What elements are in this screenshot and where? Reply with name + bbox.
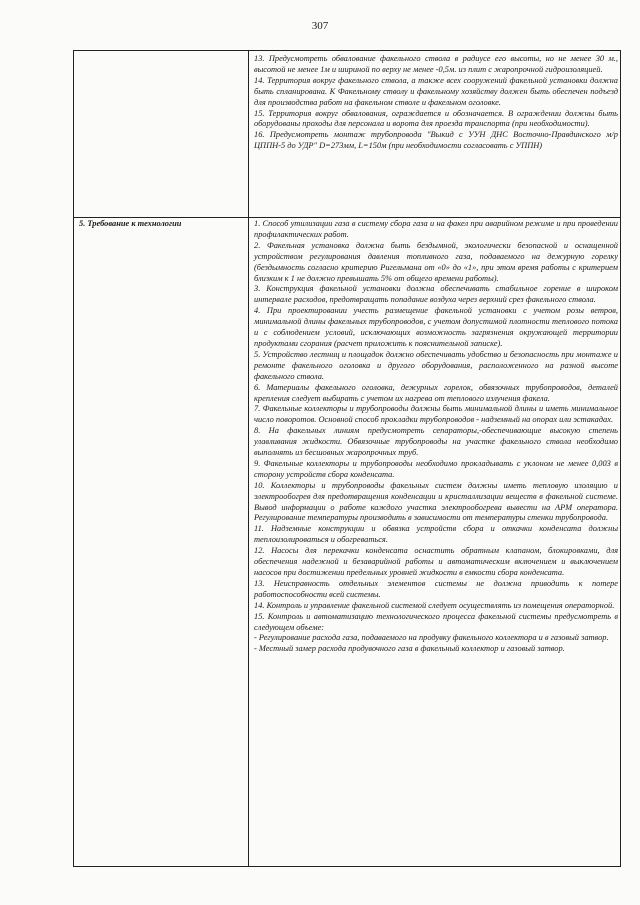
row2-item: 15. Контроль и автоматизацию технологического процесса факельной системы предусмотреть в следующем объеме: [254,611,618,632]
row2-item: 1. Способ утилизации газа в систему сбора газа и на факел при аварийном режиме и при проведении профилактических работ. [254,219,618,239]
row1-content [254,54,618,152]
row2-item: 11. Надземные конструкции и обвязка устройств сбора и откачки конденсата должны теплоизолироваться и обогреваться. [254,524,618,545]
row1-item: 14. Территория вокруг факельного ствола, а также всех сооружений факельной установки должна быть спланирована. К Факельному стволу и факельному хозяйству должен быть обеспечен подъезд для производства работ на факельном стволе и факельном оголовке. [254,75,618,107]
row2-item: 13. Неисправность отдельных элементов системы не должна приводить к потере работоспособности всей системы. [254,578,618,599]
requirements-table [73,50,621,867]
page-number: 307 [311,20,329,32]
row2-item: 10. Коллекторы и трубопроводы факельных систем должны иметь тепловую изоляцию и электрообогрев для предотвращения конденсации и кристаллизации веществ в факельной системе. Вывод информации о работе каждого участка электрообогрева вывести на АРМ оператора. Регулирование температуры производить в зависимости от температуры стенки трубопровода. [254,480,618,523]
section-label: 5. Требование к технологии [79,219,182,228]
row2-item: 7. Факельные коллекторы и трубопроводы должны быть минимальной длины и иметь минимальное число поворотов. Основной способ прокладки трубопроводов - надземный на опорах или эстакадах. [254,404,618,425]
row1-item: 13. Предусмотреть обвалование факельного ствола в радиусе его высоты, но не менее 30 м., высотой не менее 1м и шириной по верху не менее -0,5м. из плит с жаропрочной гидроизоляцией. [254,54,618,74]
row2-item: - Местный замер расхода продувочного газа в факельный коллектор и газовый затвор. [254,644,565,654]
row2-item: 5. Устройство лестниц и площадок должно обеспечивать удобство и безопасность при монтаже и ремонте факельного оголовка и другого оборудования, расположенного на разной высоте факельного ствола. [254,349,618,381]
row2-item: 6. Материалы факельного оголовка, дежурных горелок, обвязочных трубопроводов, деталей крепления следует выбирать с учетом их нагрева от теплового излучения факела. [254,382,618,403]
row2-item: 4. При проектировании учесть размещение факельной установки с учетом розы ветров, минимальной длины факельных трубопроводов, с учетом допустимой плотности теплового потока и с соблюдением условий, исключающих возможность загрязнения окружающей территории продуктами сгорания (расчет приложить к пояснительной записке). [254,306,618,348]
row2-content [254,219,618,655]
row2-item: 12. Насосы для перекачки конденсата оснастить обратным клапаном, блокировками, для обеспечения надежной и безаварийной работы и автоматическим включением и выключением насосов при достижении предельных уровней жидкости в емкости сбора конденсата. [254,546,618,577]
row-divider [74,217,620,218]
row2-item: 9. Факельные коллекторы и трубопроводы необходимо прокладывать с уклоном не менее 0,003 в сторону устройств сбора конденсата. [254,458,618,479]
row1-item: 15. Территория вокруг обвалования, ограждается и обозначается. В ограждении должны быть оборудованы проходы для персонала и ворота для проезда транспорта (при необходимости). [254,108,618,129]
row2-item: 3. Конструкция факельной установки должна обеспечивать стабильное горение в широком интервале расходов, предотвращать попадание воздуха через верхний срез факельного ствола. [254,284,618,305]
row2-item: 14. Контроль и управление факельной системой следует осуществлять из помещения операторной. [254,600,615,610]
row1-item: 16. Предусмотреть монтаж трубопровода "Выкид с УУН ДНС Восточно-Правдинского м/р ЦППН-5 до УДР" D=273мм, L=150м (при необходимости согласовать с УППН) [254,130,618,151]
row2-item: 2. Факельная установка должна быть бездымной, экологически безопасной и оснащенной устройством регулирования давления топливного газа, подаваемого на дежурную горелку (бездымность согласно критерию Ригельмана от «0» до «1», при этом время работы с критерием близким к 1 не должно превышать 5% от общего времени работы). [254,240,618,283]
column-divider [248,51,249,866]
row2-item: 8. На факельных линиям предусмотреть сепараторы,-обеспечивающие высокую степень улавливания жидкости. Обвязочные трубопроводы на участке факельного ствола необходимо выполнять из бесшовных жаропрочных труб. [254,426,618,458]
row2-item: - Регулирование расхода газа, подаваемого на продувку факельного коллектора и в газовый затвор. [254,633,609,643]
